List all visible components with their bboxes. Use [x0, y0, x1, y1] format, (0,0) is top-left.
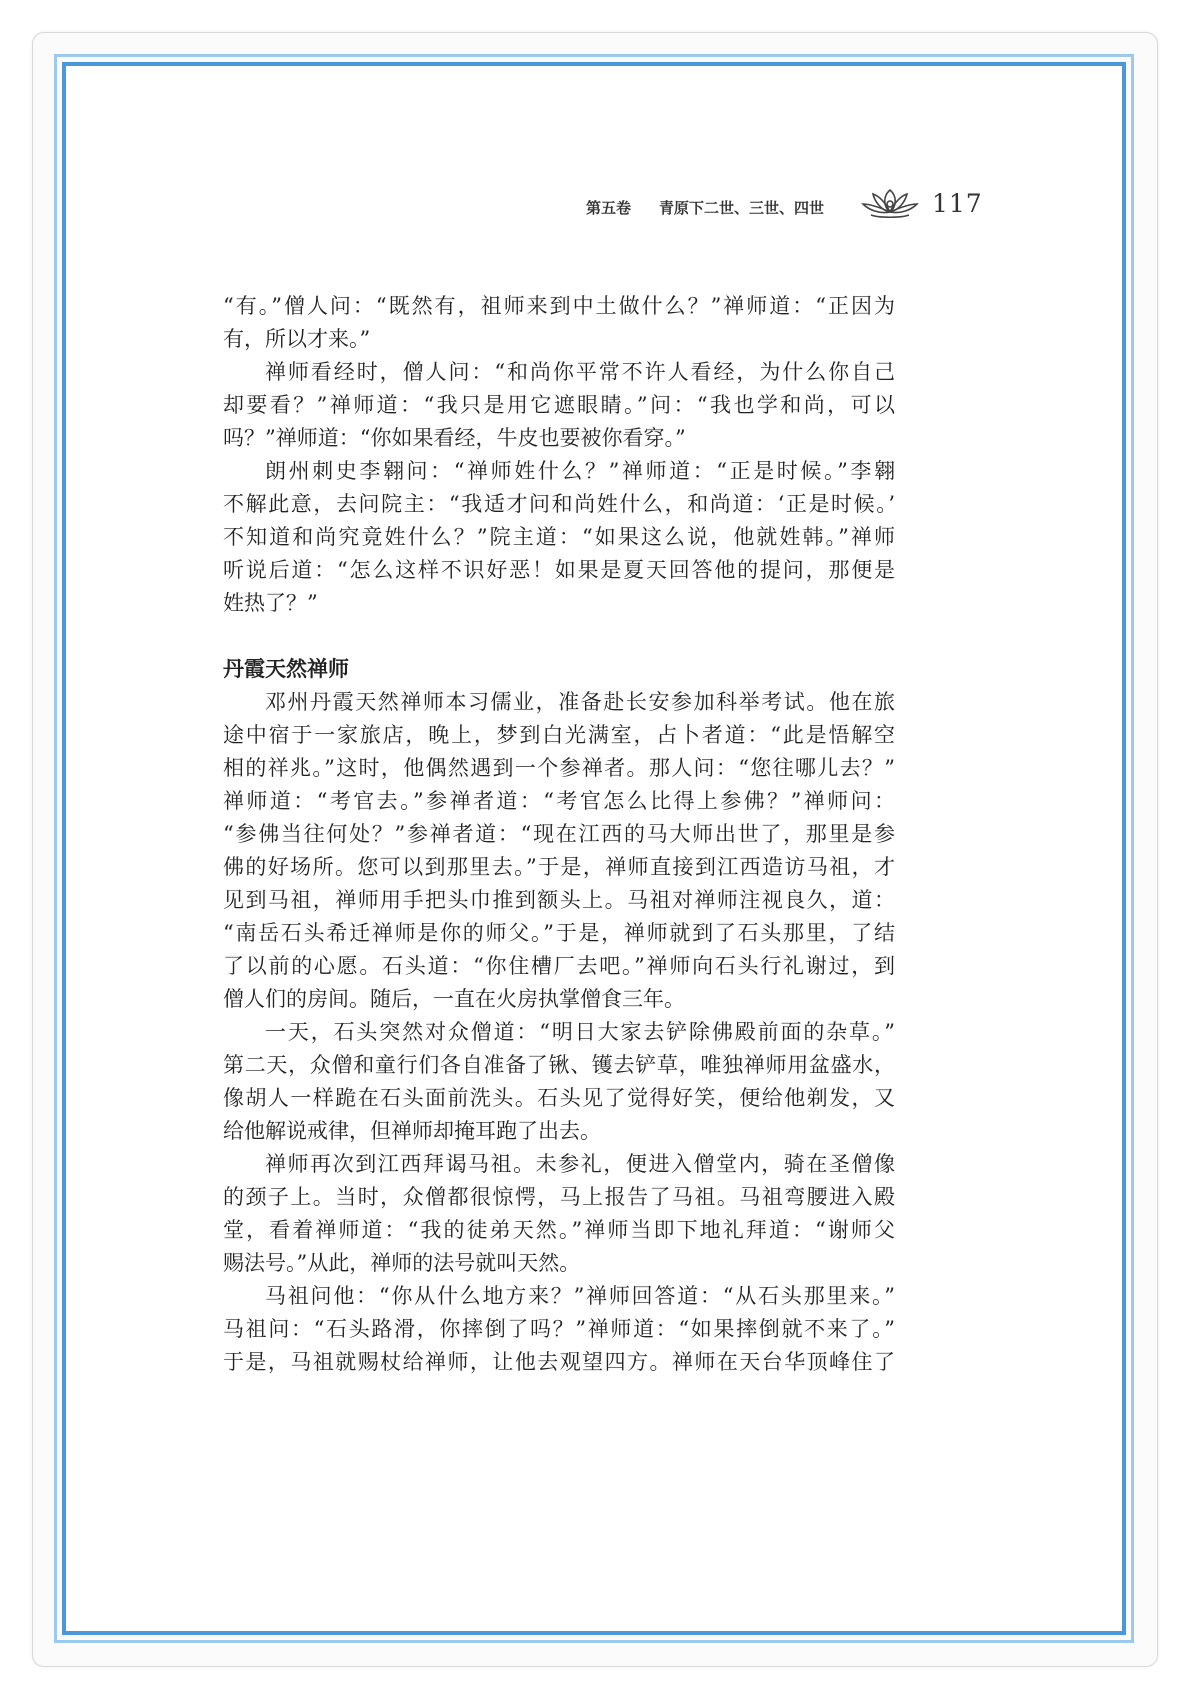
text-line: “南岳石头希迁禅师是你的师父。”于是，禅师就到了石头那里，了结	[223, 921, 895, 945]
text-line: 见到马祖，禅师用手把头巾推到额头上。马祖对禅师注视良久，道：	[223, 888, 895, 912]
text-line: 邓州丹霞天然禅师本习儒业，准备赴长安参加科举考试。他在旅	[265, 690, 895, 714]
text-line: 姓热了？”	[223, 591, 318, 615]
text-line: 吗？”禅师道：“你如果看经，牛皮也要被你看穿。”	[223, 426, 686, 450]
lotus-icon	[861, 184, 919, 222]
text-line: 像胡人一样跪在石头面前洗头。石头见了觉得好笑，便给他剃发，又	[223, 1086, 895, 1110]
text-line: 禅师看经时，僧人问：“和尚你平常不许人看经，为什么你自己	[265, 360, 895, 384]
text-line: 禅师道：“考官去。”参禅者道：“考官怎么比得上参佛？”禅师问：	[223, 789, 895, 813]
text-line: 给他解说戒律，但禅师却掩耳跑了出去。	[223, 1119, 601, 1143]
text-line: 有，所以才来。”	[223, 327, 371, 351]
text-line: 听说后道：“怎么这样不识好恶！如果是夏天回答他的提问，那便是	[223, 558, 895, 582]
book-page	[66, 66, 1122, 1631]
text-line: 一天，石头突然对众僧道：“明日大家去铲除佛殿前面的杂草。”	[265, 1020, 895, 1044]
text-line: 相的祥兆。”这时，他偶然遇到一个参禅者。那人问：“您往哪儿去？”	[223, 756, 895, 780]
body-text	[223, 290, 895, 1379]
text-line: 的颈子上。当时，众僧都很惊愕，马上报告了马祖。马祖弯腰进入殿	[223, 1185, 895, 1209]
text-line: 堂，看着禅师道：“我的徒弟天然。”禅师当即下地礼拜道：“谢师父	[223, 1218, 895, 1242]
text-line: 于是，马祖就赐杖给禅师，让他去观望四方。禅师在天台华顶峰住了	[223, 1350, 895, 1374]
text-line: 途中宿于一家旅店，晚上，梦到白光满室，占卜者道：“此是悟解空	[223, 723, 895, 747]
text-line: 却要看？”禅师道：“我只是用它遮眼睛。”问：“我也学和尚，可以	[223, 393, 895, 417]
text-line: 马祖问他：“你从什么地方来？”禅师回答道：“从石头那里来。”	[265, 1284, 895, 1308]
text-line: “参佛当往何处？”参禅者道：“现在江西的马大师出世了，那里是参	[223, 822, 895, 846]
text-line: 了以前的心愿。石头道：“你住槽厂去吧。”禅师向石头行礼谢过，到	[223, 954, 895, 978]
running-head	[586, 184, 1086, 224]
text-line: 第二天，众僧和童行们各自准备了锹、镬去铲草，唯独禅师用盆盛水，	[223, 1053, 895, 1077]
text-line: 僧人们的房间。随后，一直在火房执掌僧食三年。	[223, 987, 685, 1011]
text-line: 佛的好场所。您可以到那里去。”于是，禅师直接到江西造访马祖，才	[223, 855, 895, 879]
text-line: “有。”僧人问：“既然有，祖师来到中土做什么？”禅师道：“正因为	[223, 294, 895, 318]
volume-label: 第五卷	[586, 199, 632, 217]
section-title: 青原下二世、三世、四世	[659, 199, 825, 217]
text-line: 禅师再次到江西拜谒马祖。未参礼，便进入僧堂内，骑在圣僧像	[265, 1152, 895, 1176]
text-line: 不解此意，去问院主：“我适才问和尚姓什么，和尚道：‘正是时候。’	[223, 492, 895, 516]
text-line: 赐法号。”从此，禅师的法号就叫天然。	[223, 1251, 581, 1275]
text-line: 朗州刺史李翱问：“禅师姓什么？”禅师道：“正是时候。”李翱	[265, 459, 895, 483]
page-number: 117	[932, 189, 983, 218]
text-line: 不知道和尚究竟姓什么？”院主道：“如果这么说，他就姓韩。”禅师	[223, 525, 895, 549]
section-heading: 丹霞天然禅师	[223, 657, 349, 681]
section-gap	[223, 620, 895, 653]
text-line: 马祖问：“石头路滑，你摔倒了吗？”禅师道：“如果摔倒就不来了。”	[223, 1317, 895, 1341]
